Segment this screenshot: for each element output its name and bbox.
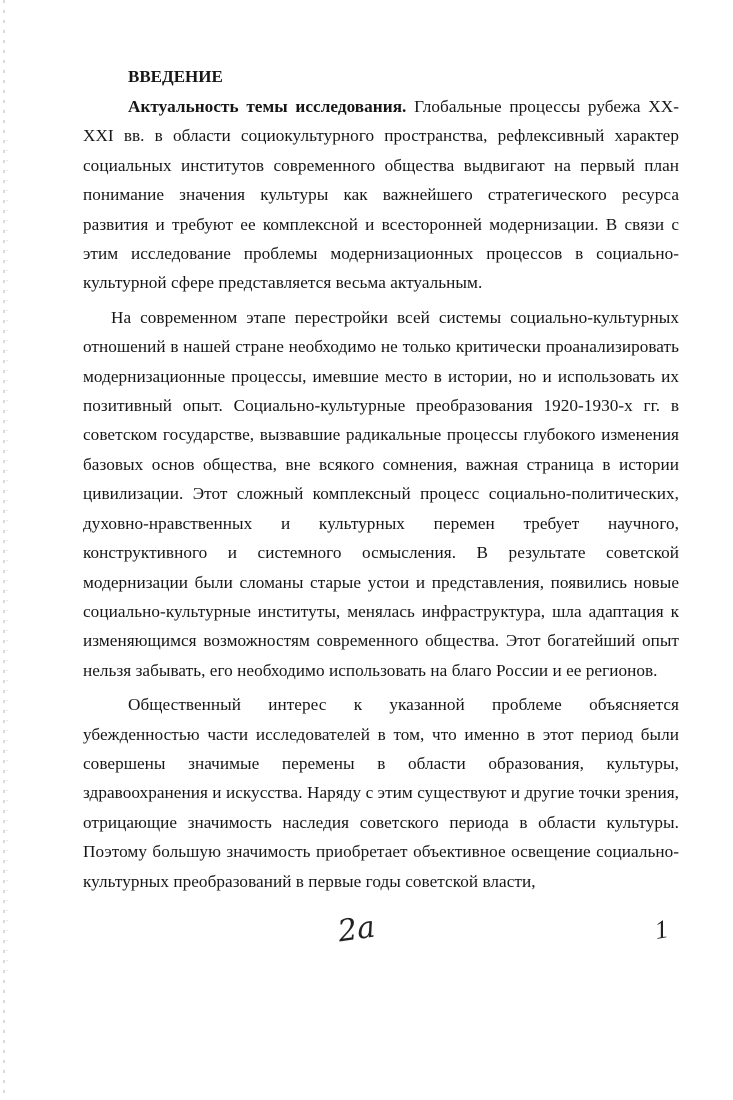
scan-edge-artifact	[0, 0, 10, 1100]
paragraph-1	[83, 92, 679, 298]
handwritten-page-mark: 2a	[335, 909, 378, 950]
paragraph-1-text: Глобальные процессы рубежа XX-XXI вв. в области социокультурного пространства, рефлексивный характер социальных институтов современного общества выдвигают на первый план понимание значения культуры как важнейшего стратегического ресурса развития и требуют ее комплексной и всесторонней модернизации. В связи с этим исследование проблемы модернизационных процессов в социально-культурной сфере представляется весьма актуальным.	[83, 97, 679, 293]
document-body	[83, 62, 679, 896]
section-heading: ВВЕДЕНИЕ	[128, 67, 223, 86]
page-number: 1	[652, 914, 671, 945]
paragraph-1-lead: Актуальность темы исследования.	[128, 97, 407, 116]
paragraph-2: На современном этапе перестройки всей системы социально-культурных отношений в нашей стране необходимо не только критически проанализировать модернизационные процессы, имевшие место в истории, но и использовать их позитивный опыт. Социально-культурные преобразования 1920-1930-х гг. в советском государстве, вызвавшие радикальные процессы глубокого изменения базовых основ общества, вне всякого сомнения, важная страница в истории цивилизации. Этот сложный комплексный процесс социально-политических, духовно-нравственных и культурных перемен требует научного, конструктивного и системного осмысления. В результате советской модернизации были сломаны старые устои и представления, появились новые социально-культурные институты, менялась инфраструктура, шла адаптация к изменяющимся возможностям современного общества. Этот богатейший опыт нельзя забывать, его необходимо использовать на благо России и ее регионов.	[83, 307, 679, 680]
paragraph-3: Общественный интерес к указанной проблеме объясняется убежденностью части исследователей в том, что именно в этот период были совершены значимые перемены в области образования, культуры, здравоохранения и искусства. Наряду с этим существуют и другие точки зрения, отрицающие значимость наследия советского периода в области культуры. Поэтому большую значимость приобретает объективное освещение социально-культурных преобразований в первые годы советской власти,	[83, 695, 679, 891]
